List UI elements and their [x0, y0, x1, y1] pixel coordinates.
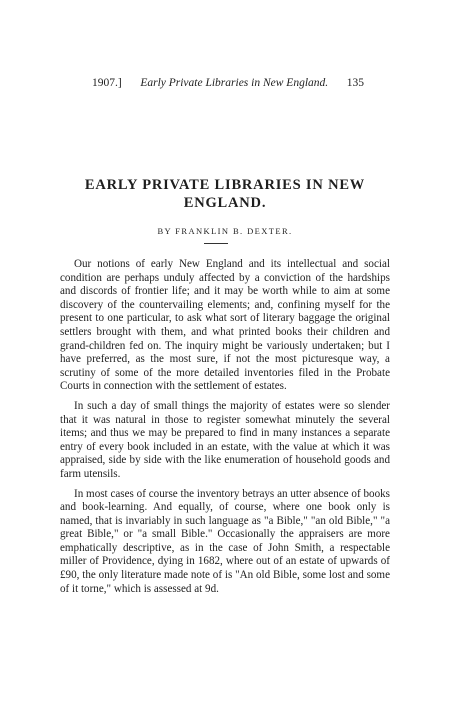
article-body [60, 258, 390, 602]
header-year: 1907.] [92, 77, 122, 89]
paragraph: In such a day of small things the majority of estates were so slender that it was natural in those to register somewhat minutely the several items; and thus we may be prepared to find in many instances a separate entry of every book included in an estate, with the value at which it was appraised, side by side with the like enumeration of household goods and farm utensils. [60, 399, 390, 480]
paragraph: Our notions of early New England and its intellectual and social condition are perhaps unduly affected by a conviction of the hardships and discords of frontier life; and it may be worth while to aim at some discovery of the countervailing elements; and, confining myself for the present to one particular, to ask what sort of literary baggage the original settlers brought with them, and what printed books their children and grand-children fed on. The inquiry might be variously undertaken; but I have preferred, as the most sure, if not the most picturesque way, a scrutiny of some of the more detailed inventories filed in the Probate Courts in connection with the settlement of estates. [60, 258, 390, 393]
article-byline: BY FRANKLIN B. DEXTER. [157, 226, 293, 236]
title-divider [204, 243, 228, 244]
page-number: 135 [346, 77, 364, 89]
header-running-title: Early Private Libraries in New England. [140, 77, 329, 89]
running-header [92, 76, 364, 90]
article-title: EARLY PRIVATE LIBRARIES IN NEW ENGLAND. [84, 177, 366, 211]
paragraph: In most cases of course the inventory betrays an utter absence of books and book-learning. And equally, of course, where one book only is named, that is invariably in such language as "a Bible," "an old Bible," "a great Bible," or "a small Bible." Occasionally the appraisers are more emphatically descriptive, as in the case of John Smith, a respectable miller of Providence, dying in 1682, where out of an estate of upwards of £90, the only literature made note of is "An old Bible, some lost and some of it torne," which is assessed at 9d. [60, 487, 390, 595]
